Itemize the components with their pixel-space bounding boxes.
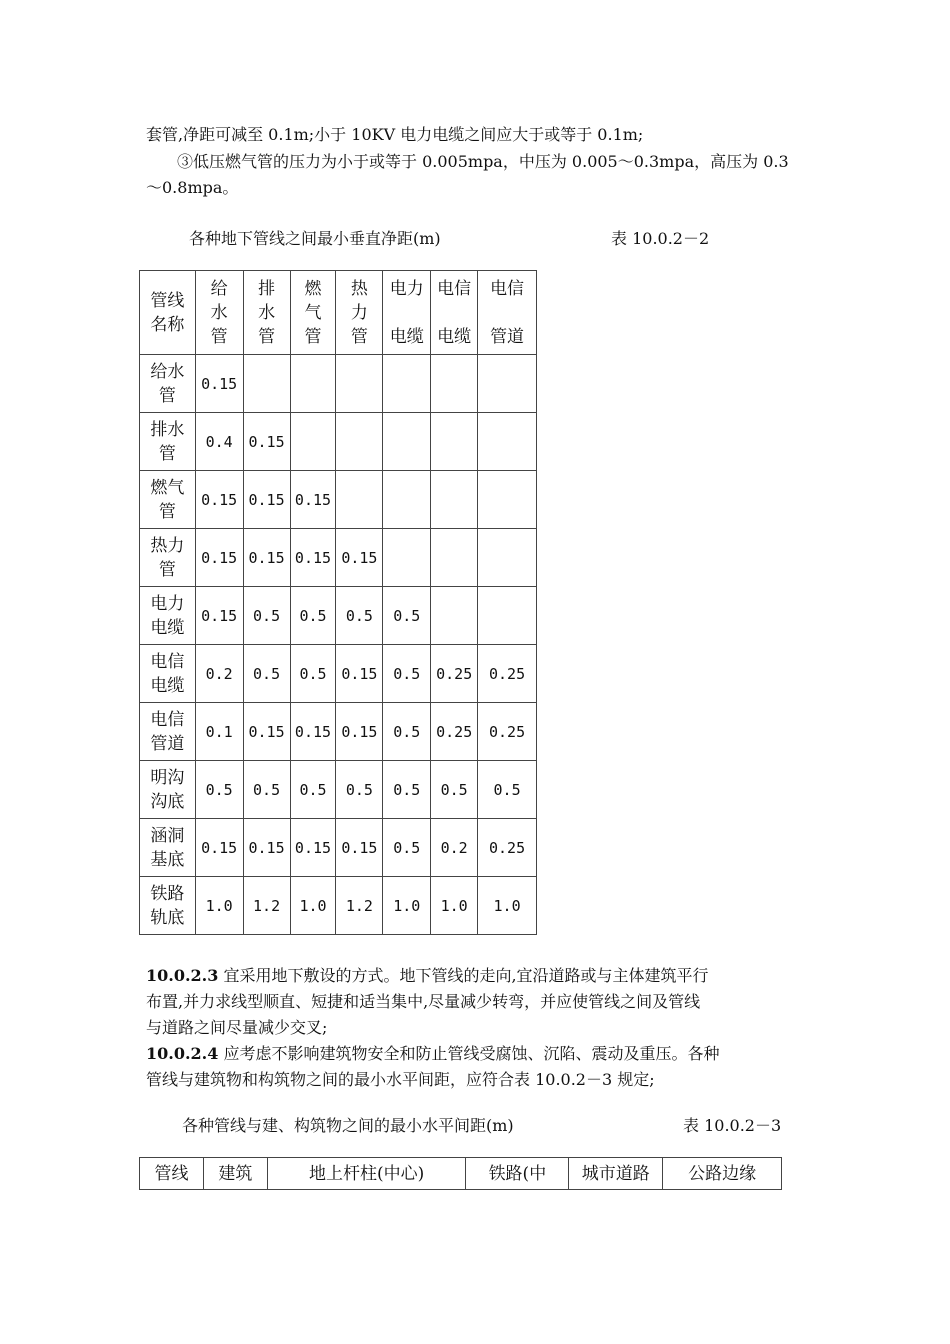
paragraph-line: 与道路之间尽量减少交叉;	[146, 1018, 328, 1037]
header-cell: 公路边缘	[663, 1158, 782, 1190]
value-cell: 0.15	[195, 471, 243, 529]
value-cell	[383, 413, 431, 471]
header-cell: 电信 管道	[478, 271, 537, 355]
table-row	[140, 761, 537, 819]
clause-10-0-2-3: 10.0.2.3 宜采用地下敷设的方式。地下管线的走向,宜沿道路或与主体建筑平行	[146, 966, 709, 985]
row-name-cell: 燃气 管	[140, 471, 196, 529]
table-row	[140, 529, 537, 587]
value-cell: 1.2	[336, 877, 383, 935]
value-cell: 0.15	[290, 471, 336, 529]
header-cell: 电力 电缆	[383, 271, 431, 355]
value-cell: 1.0	[195, 877, 243, 935]
table-row	[140, 355, 537, 413]
value-cell	[478, 587, 537, 645]
value-cell: 1.0	[383, 877, 431, 935]
value-cell	[383, 471, 431, 529]
table2-number: 表 10.0.2－3	[683, 1116, 782, 1135]
clause-10-0-2-4: 10.0.2.4 应考虑不影响建筑物安全和防止管线受腐蚀、沉陷、震动及重压。各种	[146, 1044, 720, 1063]
header-cell: 电信 电缆	[431, 271, 478, 355]
value-cell: 0.15	[336, 529, 383, 587]
paragraph-line: ～0.8mpa。	[146, 178, 239, 197]
value-cell: 0.5	[383, 761, 431, 819]
value-cell: 0.15	[336, 819, 383, 877]
paragraph-line: ③低压燃气管的压力为小于或等于 0.005mpa，中压为 0.005～0.3mpa，高压为 0.3	[177, 152, 789, 171]
value-cell: 0.5	[383, 703, 431, 761]
value-cell: 0.15	[243, 471, 290, 529]
value-cell	[431, 413, 478, 471]
header-cell: 铁路(中	[466, 1158, 569, 1190]
value-cell	[431, 529, 478, 587]
table-row	[140, 413, 537, 471]
vertical-clearance-table	[139, 270, 537, 935]
value-cell: 0.5	[478, 761, 537, 819]
value-cell: 0.5	[195, 761, 243, 819]
value-cell: 1.0	[478, 877, 537, 935]
value-cell	[383, 529, 431, 587]
value-cell: 0.5	[431, 761, 478, 819]
value-cell	[290, 355, 336, 413]
value-cell: 0.15	[195, 529, 243, 587]
value-cell	[478, 355, 537, 413]
value-cell: 0.5	[383, 587, 431, 645]
value-cell: 1.2	[243, 877, 290, 935]
table-row	[140, 877, 537, 935]
row-name-cell: 给水 管	[140, 355, 196, 413]
value-cell: 0.5	[336, 587, 383, 645]
value-cell	[243, 355, 290, 413]
paragraph-line: 管线与建筑物和构筑物之间的最小水平间距，应符合表 10.0.2－3 规定;	[146, 1070, 655, 1089]
value-cell: 0.25	[478, 819, 537, 877]
row-name-cell: 电信 电缆	[140, 645, 196, 703]
header-cell: 给 水 管	[195, 271, 243, 355]
header-cell: 管线	[140, 1158, 204, 1190]
header-cell: 热 力 管	[336, 271, 383, 355]
value-cell: 0.15	[195, 587, 243, 645]
header-cell: 地上杆柱(中心)	[267, 1158, 466, 1190]
value-cell: 0.25	[478, 645, 537, 703]
value-cell: 0.2	[195, 645, 243, 703]
value-cell: 0.15	[290, 819, 336, 877]
value-cell	[290, 413, 336, 471]
row-name-cell: 电信 管道	[140, 703, 196, 761]
value-cell: 0.1	[195, 703, 243, 761]
value-cell	[478, 471, 537, 529]
clause-number: 10.0.2.4	[146, 1044, 219, 1063]
row-name-cell: 涵洞 基底	[140, 819, 196, 877]
value-cell	[383, 355, 431, 413]
value-cell: 0.25	[431, 703, 478, 761]
row-name-cell: 电力 电缆	[140, 587, 196, 645]
horizontal-clearance-table	[139, 1157, 782, 1190]
table-row	[140, 819, 537, 877]
value-cell: 0.5	[290, 587, 336, 645]
header-cell: 燃 气 管	[290, 271, 336, 355]
row-name-cell: 排水 管	[140, 413, 196, 471]
table2-header-row	[140, 1158, 782, 1190]
value-cell: 0.25	[431, 645, 478, 703]
value-cell: 0.5	[243, 761, 290, 819]
table1-header-row	[140, 271, 537, 355]
table-row	[140, 645, 537, 703]
value-cell: 0.15	[195, 819, 243, 877]
value-cell: 0.15	[243, 529, 290, 587]
paragraph-line: 布置,并力求线型顺直、短捷和适当集中,尽量减少转弯，并应使管线之间及管线	[146, 992, 701, 1011]
value-cell: 0.5	[383, 819, 431, 877]
value-cell: 0.5	[383, 645, 431, 703]
value-cell: 0.5	[290, 645, 336, 703]
value-cell	[336, 471, 383, 529]
table-row	[140, 471, 537, 529]
value-cell: 1.0	[290, 877, 336, 935]
table1-number: 表 10.0.2－2	[611, 229, 710, 248]
value-cell: 0.15	[195, 355, 243, 413]
value-cell: 0.15	[290, 703, 336, 761]
value-cell: 0.4	[195, 413, 243, 471]
header-cell: 排 水 管	[243, 271, 290, 355]
value-cell	[431, 355, 478, 413]
value-cell: 0.15	[243, 413, 290, 471]
table2-caption: 各种管线与建、构筑物之间的最小水平间距(m)	[182, 1116, 514, 1135]
value-cell	[336, 413, 383, 471]
value-cell: 0.2	[431, 819, 478, 877]
value-cell	[478, 529, 537, 587]
value-cell: 0.5	[243, 645, 290, 703]
value-cell	[336, 355, 383, 413]
row-name-cell: 热力 管	[140, 529, 196, 587]
value-cell: 0.15	[243, 819, 290, 877]
value-cell: 0.5	[336, 761, 383, 819]
table1-caption: 各种地下管线之间最小垂直净距(m)	[189, 229, 441, 248]
value-cell: 0.15	[336, 703, 383, 761]
value-cell: 1.0	[431, 877, 478, 935]
header-cell: 管线 名称	[140, 271, 196, 355]
value-cell: 0.15	[243, 703, 290, 761]
value-cell: 0.5	[290, 761, 336, 819]
clause-number: 10.0.2.3	[146, 966, 219, 985]
paragraph-line: 套管,净距可减至 0.1m;小于 10KV 电力电缆之间应大于或等于 0.1m;	[146, 125, 644, 144]
value-cell	[478, 413, 537, 471]
value-cell: 0.25	[478, 703, 537, 761]
value-cell	[431, 587, 478, 645]
value-cell	[431, 471, 478, 529]
table-row	[140, 587, 537, 645]
row-name-cell: 明沟 沟底	[140, 761, 196, 819]
header-cell: 城市道路	[569, 1158, 663, 1190]
value-cell: 0.15	[336, 645, 383, 703]
table-row	[140, 703, 537, 761]
header-cell: 建筑	[203, 1158, 267, 1190]
value-cell: 0.5	[243, 587, 290, 645]
row-name-cell: 铁路 轨底	[140, 877, 196, 935]
value-cell: 0.15	[290, 529, 336, 587]
